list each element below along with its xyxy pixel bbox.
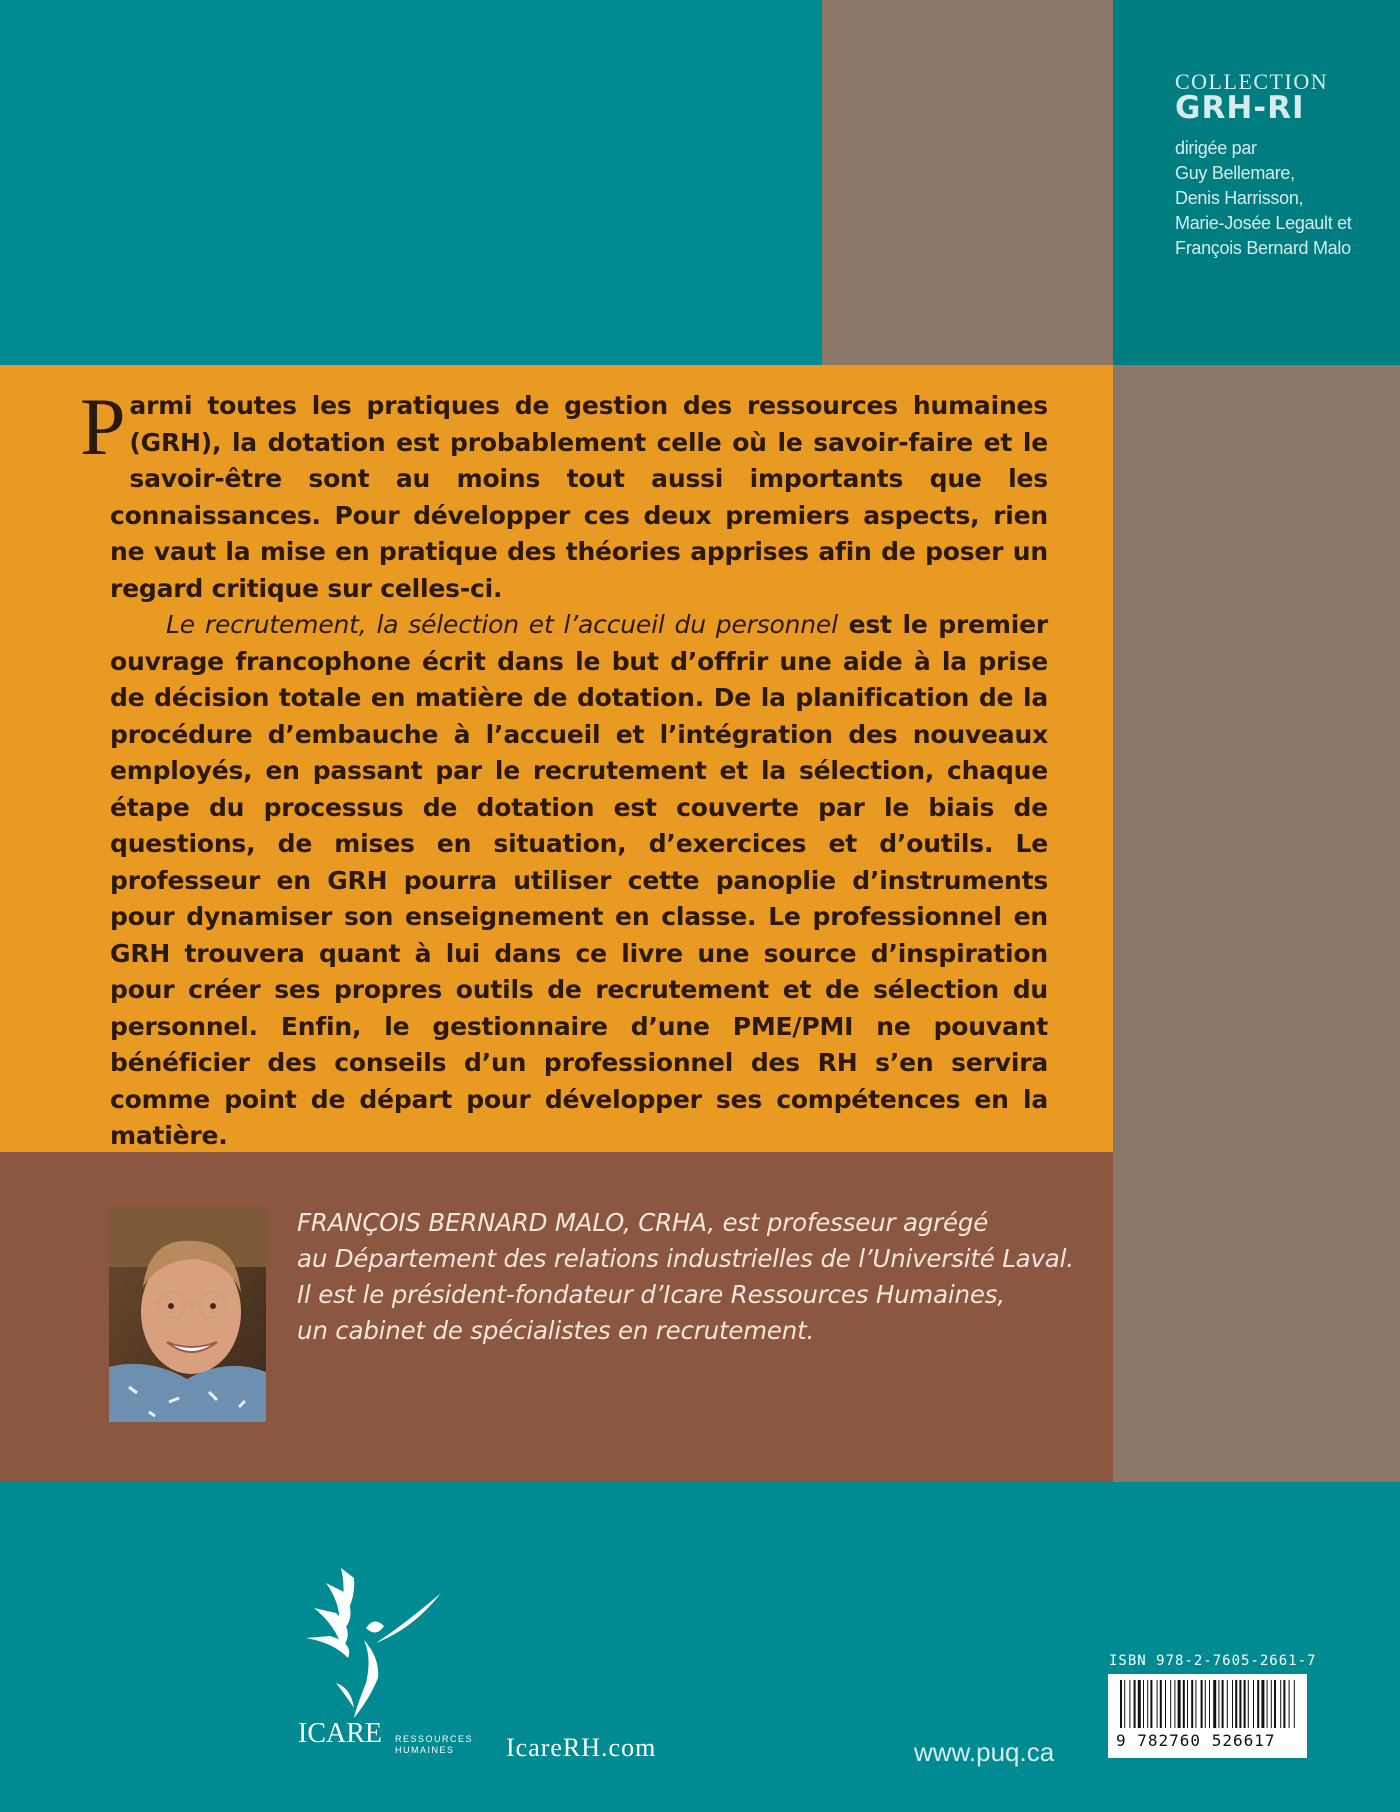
barcode-bar — [1201, 1680, 1203, 1728]
collection-directors — [1175, 136, 1375, 261]
directors-line: dirigée par — [1175, 138, 1257, 158]
isbn-label: ISBN 978-2-7605-2661-7 — [1109, 1653, 1317, 1669]
barcode-bar — [1283, 1680, 1285, 1728]
barcode-bar — [1165, 1680, 1166, 1728]
barcode-bar — [1150, 1680, 1152, 1728]
barcode-bar — [1257, 1680, 1259, 1728]
barcode-bar — [1178, 1680, 1181, 1728]
barcode-bar — [1222, 1680, 1224, 1728]
barcode-bar — [1147, 1680, 1148, 1728]
barcode-bar — [1129, 1680, 1130, 1728]
barcode-bar — [1183, 1680, 1185, 1728]
directors-line: Guy Bellemare, — [1175, 163, 1295, 183]
barcode-bar — [1244, 1680, 1246, 1728]
publisher-website-link[interactable]: www.puq.ca — [914, 1737, 1055, 1767]
top-teal-panel — [0, 0, 822, 365]
barcode-bar — [1143, 1680, 1144, 1728]
barcode-bar — [1174, 1680, 1175, 1728]
right-taupe-panel — [1113, 365, 1400, 1482]
top-taupe-panel — [822, 0, 1113, 365]
barcode-bar — [1267, 1680, 1268, 1728]
drop-cap: P — [80, 381, 126, 472]
barcode-number: 9 782760 526617 — [1116, 1731, 1276, 1750]
barcode-bar — [1138, 1680, 1141, 1728]
barcode-bar — [1218, 1680, 1219, 1728]
barcode-bar — [1187, 1680, 1188, 1728]
directors-line: Marie-Josée Legault et — [1175, 213, 1352, 233]
description-paragraph-2 — [80, 607, 1048, 1155]
book-description — [80, 381, 1048, 1155]
barcode-bar — [1289, 1680, 1290, 1728]
barcode-bar — [1248, 1680, 1249, 1728]
barcode-bar — [1124, 1680, 1125, 1728]
barcode-bar — [1253, 1680, 1254, 1728]
bio-line: un cabinet de spécialistes en recrutement. — [297, 1316, 815, 1345]
author-portrait-icon — [109, 1207, 266, 1422]
bio-line: FRANÇOIS BERNARD MALO, CRHA, est professeur agrégé — [297, 1208, 989, 1237]
barcode-bar — [1120, 1680, 1122, 1728]
description-paragraph-1 — [80, 381, 1048, 607]
barcode-bar — [1195, 1680, 1196, 1728]
barcode-bar — [1271, 1680, 1272, 1728]
barcode-bar — [1157, 1680, 1158, 1728]
barcode-bar — [1205, 1680, 1206, 1728]
barcode-bar — [1209, 1680, 1210, 1728]
barcode-bar — [1239, 1680, 1241, 1728]
barcode-bar — [1261, 1680, 1264, 1728]
barcode-bar — [1235, 1680, 1237, 1728]
barcode-bar — [1213, 1680, 1216, 1728]
collection-label: COLLECTION — [1175, 69, 1329, 94]
barcode-bar — [1191, 1680, 1193, 1728]
barcode-bar — [1227, 1680, 1228, 1728]
barcode-bar — [1170, 1680, 1171, 1728]
icare-bird-icon — [296, 1568, 476, 1718]
icare-subtitle — [395, 1734, 473, 1756]
directors-line: Denis Harrisson, — [1175, 188, 1304, 208]
barcode-bar — [1160, 1680, 1162, 1728]
book-title: Le recrutement, la sélection et l’accueil du personnel — [166, 610, 838, 639]
icare-wordmark: ICARE — [298, 1718, 382, 1749]
collection-name: GRH-RI — [1175, 90, 1305, 126]
icare-sub-line: RESSOURCES — [395, 1734, 474, 1744]
barcode-bar — [1274, 1680, 1276, 1728]
directors-line: François Bernard Malo — [1175, 238, 1351, 258]
bio-line: Il est le président-fondateur d’Icare Ressources Humaines, — [297, 1280, 1005, 1309]
barcode-bar — [1232, 1680, 1233, 1728]
barcode-bar — [1134, 1680, 1136, 1728]
author-bio — [297, 1205, 1087, 1349]
collection-info — [1175, 70, 1375, 261]
barcode-bar — [1280, 1680, 1281, 1728]
icare-sub-line: HUMAINES — [395, 1745, 455, 1755]
barcode-bar — [1294, 1680, 1295, 1728]
footer-panel — [0, 1482, 1400, 1812]
paragraph-1-text: armi toutes les pratiques de gestion des ressources humaines (GRH), la dotation est probablement celle où le savoir-faire et le savoir-être sont au moins tout aussi importants que les connaissances. Pour développer ces deux premiers aspects, rien ne vaut la mise en pratique des théories apprises afin de poser un regard critique sur celles-ci. — [110, 391, 1048, 603]
bio-line: au Département des relations industrielles de l’Université Laval. — [297, 1244, 1074, 1273]
paragraph-2-text: est le premier ouvrage francophone écrit dans le but d’offrir une aide à la prise de décision totale en matière de dotation. De la planification de la procédure d’embauche à l’accueil et l’intégration des nouveaux employés, en passant par le recrutement et la sélection, chaque étape du processus de dotation est couverte par le biais de questions, de mises en situation, d’exercices et d’outils. Le professeur en GRH pourra utiliser cette panoplie d’instruments pour dynamiser son enseignement en classe. Le professionnel en GRH trouvera quant à lui dans ce livre une source d’inspiration pour créer ses propres outils de recrutement et de sélection du personnel. Enfin, le gestionnaire d’une PME/PMI ne pouvant bénéficier des conseils d’un professionnel des RH s’en servira comme point de départ pour développer ses compétences en la matière. — [110, 610, 1048, 1150]
barcode-icon — [1108, 1674, 1307, 1732]
author-photo — [109, 1207, 266, 1422]
icare-website-link[interactable]: IcareRH.com — [506, 1733, 657, 1762]
